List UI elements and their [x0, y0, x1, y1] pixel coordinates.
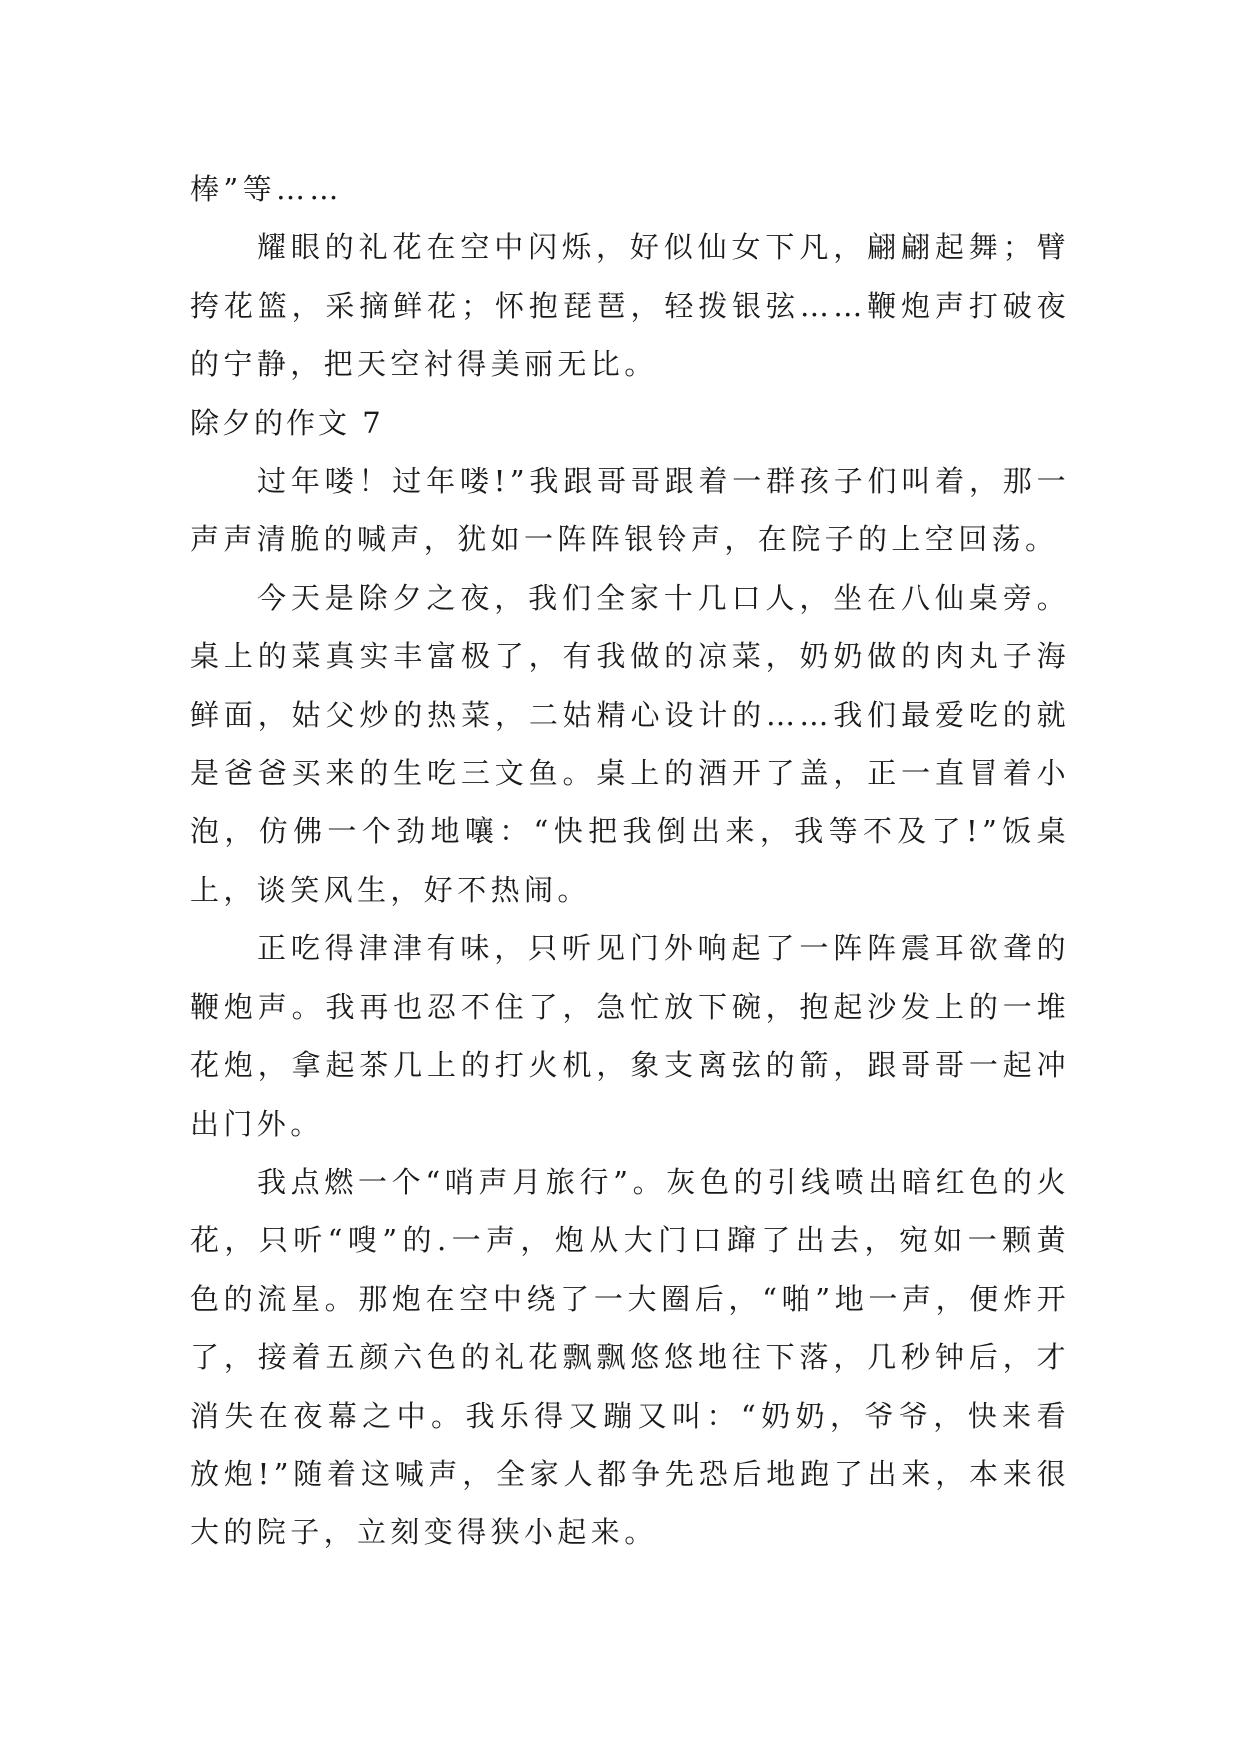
paragraph-fireworks: 耀眼的礼花在空中闪烁，好似仙女下凡，翩翩起舞；臂挎花篮，采摘鲜花；怀抱琵琶，轻拨银弦……鞭炮声打破夜的宁静，把天空衬得美丽无比。 [190, 230, 1070, 382]
body-paragraph-3: 正吃得津津有味，只听见门外响起了一阵阵震耳欲聋的鞭炮声。我再也忍不住了，急忙放下碗，抱起沙发上的一堆花炮，拿起茶几上的打火机，象支离弦的箭，跟哥哥一起冲出门外。 [190, 931, 1070, 1141]
document-page [190, 160, 1070, 1562]
body-paragraph-1: 过年喽！过年喽!”我跟哥哥跟着一群孩子们叫着，那一声声清脆的喊声，犹如一阵阵银铃声，在院子的上空回荡。 [190, 464, 1070, 557]
body-paragraph-4: 我点燃一个“哨声月旅行”。灰色的引线喷出暗红色的火花，只听“嗖”的.一声，炮从大门口蹿了出去，宛如一颗黄色的流星。那炮在空中绕了一大圈后，“啪”地一声，便炸开了，接着五颜六色的礼花飘飘悠悠地往下落，几秒钟后，才消失在夜幕之中。我乐得又蹦又叫：“奶奶，爷爷，快来看放炮!”随着这喊声，全家人都争先恐后地跑了出来，本来很大的院子，立刻变得狭小起来。 [190, 1164, 1070, 1550]
paragraph-continuation: 棒”等…… [190, 172, 343, 206]
body-paragraph-2: 今天是除夕之夜，我们全家十几口人，坐在八仙桌旁。桌上的菜真实丰富极了，有我做的凉菜，奶奶做的肉丸子海鲜面，姑父炒的热菜，二姑精心设计的……我们最爱吃的就是爸爸买来的生吃三文鱼。桌上的酒开了盖，正一直冒着小泡，仿佛一个劲地嚷：“快把我倒出来，我等不及了!”饭桌上，谈笑风生，好不热闹。 [190, 580, 1070, 907]
section-heading: 除夕的作文 7 [190, 405, 384, 440]
